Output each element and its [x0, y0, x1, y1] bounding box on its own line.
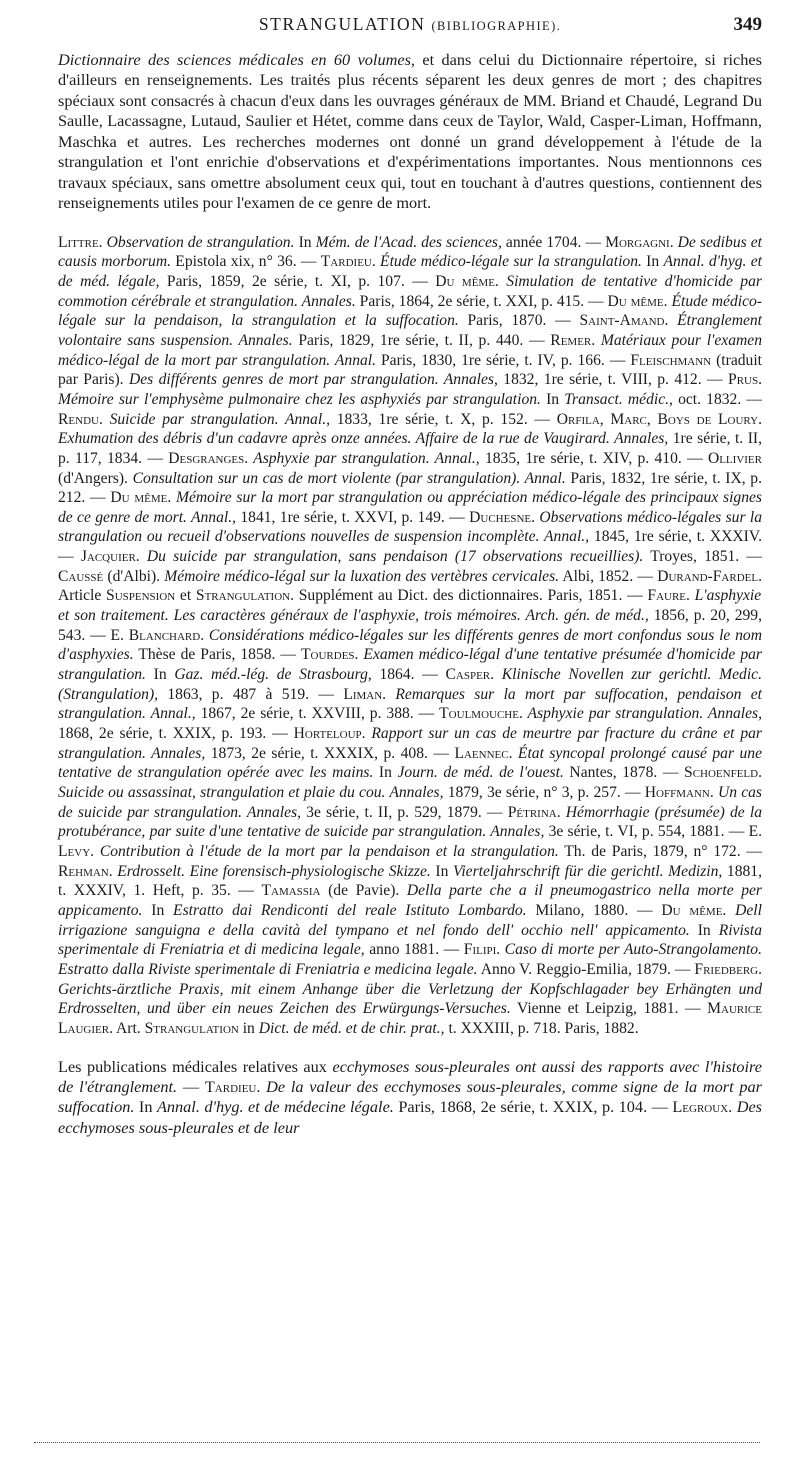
bib-title: Observation de strangulation.	[102, 233, 295, 251]
bib-author: Prus.	[728, 371, 762, 389]
bib-author: Du même.	[110, 489, 172, 507]
bib-ref: 1835, 1re série, t. XIV, p. 410. —	[479, 449, 708, 467]
intro-paragraph	[58, 50, 762, 214]
bib-title: Étude médico-légale sur la strangulation.	[375, 253, 642, 271]
bib-author: Orfila, Marc, Boys de Loury.	[556, 410, 762, 428]
bib-title: Considérations médico-légales sur les différents genres de mort confondus sous le nom d'asphyxies.	[58, 626, 762, 664]
bib-author: Tamassia	[261, 882, 321, 900]
bib-ref: In	[373, 764, 398, 782]
bib-author: Toulmouche.	[439, 705, 523, 723]
bib-ref: (d'Angers).	[58, 469, 133, 487]
bib-ref: anno 1881. —	[364, 941, 464, 959]
bib-title: Remarques sur la mort par suffocation, pendaison et strangulation. Annal.,	[58, 685, 762, 723]
bib-title: Caso di morte per Auto-Strangolamento. Estratto dalla Riviste sperimentale di Freniatria e medicina legale.	[58, 941, 762, 978]
bib-author: Filipi.	[463, 941, 501, 959]
bib-ref: In	[689, 921, 719, 939]
bib-title: Contribution à l'étude de la mort par la pendaison et la strangulation.	[94, 842, 559, 860]
bib-title: Asphyxie par strangulation. Annal.,	[248, 449, 480, 467]
bib-ref: (traduit par Paris).	[58, 351, 763, 389]
bib-ref: 1868, 2e série, t. XXIX, p. 193. —	[58, 725, 294, 743]
bib-ref: In	[145, 666, 175, 684]
bib-author: Levy.	[58, 842, 95, 860]
bib-title: Examen médico-légal d'une tentative présumée d'homicide par strangulation.	[58, 646, 762, 684]
bib-ref: Vienne et Leipzig, 1881. —	[510, 1000, 708, 1018]
bib-ref: 1873, 2e série, t. XXXIX, p. 408. —	[205, 744, 455, 762]
bib-author: Du même.	[607, 292, 668, 310]
intro-en: en	[303, 50, 334, 69]
bib-title: Mémoire médico-légal sur la luxation des vertèbres cervicales.	[164, 567, 560, 585]
bib-author: Durand-Fardel.	[657, 567, 762, 585]
bib-ref: Paris, 1864, 2e série, t. XXI, p. 415. —	[355, 292, 608, 310]
bib-author: Tourdes.	[301, 646, 359, 664]
bib-title: Della parte che a il pneumogastrico nella morte per appicamento.	[58, 882, 762, 919]
bib-title: Étranglement volontaire sans suspension. Annales.	[58, 312, 763, 349]
closing-author-1: Tardieu.	[204, 1076, 261, 1096]
bib-ref: 1833, 1re série, t. X, p. 152. —	[330, 410, 557, 428]
bib-title: Vierteljahrschrift für die gerichtl. Medizin,	[452, 862, 723, 880]
page-number: 349	[733, 14, 762, 35]
bib-title: Suicide par strangulation. Annal.,	[102, 410, 330, 428]
bib-ref: année 1704. —	[501, 233, 606, 251]
bib-ref: in	[238, 1019, 259, 1037]
bib-author: Liman.	[343, 685, 387, 703]
bibliography-paragraph	[58, 233, 762, 1039]
bib-title: Erdrosselt. Eine forensisch-physiologische Skizze.	[112, 862, 431, 880]
bib-ref: (de Pavie).	[320, 882, 407, 900]
running-head-title: STRANGULATION	[258, 14, 426, 34]
bib-title: Gerichts-ärztliche Praxis, mit einem Anhange über die Verletzung der Kopfschlagader bey Erhängten und Erdrosselten, und über ein neues Zeichen des Erwürgungs-Versuches.	[58, 980, 762, 1018]
bib-author: Rendu.	[58, 410, 103, 428]
bib-author: Suspension	[106, 587, 176, 605]
bib-title: Mém. de l'Acad. des sciences,	[315, 233, 502, 251]
bib-author: Remer.	[550, 331, 596, 349]
bottom-dotted-rule	[34, 1442, 760, 1443]
bib-author: Duchesne.	[469, 508, 536, 526]
bib-ref: 1841, 1re série, t. XXVI, p. 149. —	[236, 508, 470, 526]
bib-ref: In	[540, 390, 565, 408]
bib-author: Friedberg.	[694, 960, 762, 978]
bib-author: Ollivier	[707, 449, 762, 467]
bib-title: Rivista sperimentale di Freniatria et di medicina legale,	[58, 921, 762, 959]
closing-author-2: Legroux.	[672, 1097, 733, 1117]
bib-ref: 1864. —	[371, 666, 446, 684]
bib-ref: Article	[58, 587, 107, 605]
bib-ref: Paris, 1870. —	[458, 312, 580, 330]
bib-author: Hoffmann.	[644, 784, 714, 801]
bib-ref: Epistola xix, n° 36. —	[171, 253, 321, 271]
bib-ref: 1845, 1re série, t. XXXIV. —	[58, 528, 762, 566]
bib-author: Maurice Laugier.	[58, 1000, 762, 1037]
bib-title: Asphyxie par strangulation. Annales,	[522, 705, 763, 723]
bib-author: Morgagni.	[605, 233, 674, 251]
bib-ref: In	[142, 901, 174, 919]
bib-author: Faure.	[647, 587, 690, 605]
bib-author: Fleischmann	[630, 351, 712, 369]
volumes-count: 60 volumes	[333, 50, 411, 69]
page-header	[58, 14, 762, 50]
bib-title: Dict. de méd. et de chir. prat.,	[258, 1019, 445, 1037]
closing-dash: —	[177, 1076, 205, 1096]
closing-italic-4: Des ecchymoses sous-pleurales et de leur	[58, 1097, 763, 1137]
bib-author: Rehman.	[58, 862, 113, 880]
bib-title: Des différents genres de mort par strangulation. Annales,	[128, 371, 498, 389]
bib-ref: In	[430, 862, 453, 880]
bib-author: Saint-Amand.	[579, 312, 669, 330]
bib-author: Jacquier.	[80, 548, 140, 566]
bib-author: Pétrina.	[507, 803, 561, 821]
bib-ref: Supplément au Dict. des dictionnaires. Paris, 1851. —	[294, 587, 648, 605]
bib-title: Annal. d'hyg. et de méd. légale,	[58, 253, 762, 290]
running-head	[259, 14, 561, 35]
bib-ref: 1863, p. 487 à 519. —	[158, 685, 344, 703]
bib-ref: 1832, 1re série, t. VIII, p. 412. —	[497, 371, 729, 389]
bib-title: État syncopal prolongé causé par une tentative de strangulation opérée avec les mains.	[58, 744, 763, 782]
bib-author: Du même.	[661, 901, 727, 919]
bib-title: Klinische Novellen zur gerichtl. Medic. (Strangulation),	[58, 666, 762, 703]
bib-ref: Th. de Paris, 1879, n° 172. —	[558, 842, 762, 860]
intro-text: , et dans celui du Dictionnaire répertoire, si riches d'ailleurs en renseignements. Les traités plus récents séparent les deux genres de mort ; des chapitres spéciaux sont consacrés à chacun d'eux dans les ouvrages généraux de MM. Briand et Chaudé, Legrand Du Saulle, Lacassagne, Lutaud, Saulier et Hétet, comme dans ceux de Taylor, Wald, Casper-Liman, Hoffmann, Maschka et autres. Les recherches modernes ont donné un grand développement à l'étude de la strangulation et l'ont enrichie d'observations et d'expérimentations importantes. Nous mentionnons ces travaux spéciaux, sans omettre absolument ceux qui, tout en touchant à d'autres questions, contiennent des renseignements utiles pour l'examen de ce genre de mort.	[58, 50, 762, 213]
closing-italic-3: Annal. d'hyg. et de médecine légale.	[156, 1097, 394, 1117]
bib-author: Caussé	[58, 567, 104, 585]
closing-italic-2: De la valeur des ecchymoses sous-pleurales, comme signe de la mort par suffocation.	[58, 1076, 763, 1117]
bib-title: Mémoire sur l'emphysème pulmonaire chez les asphyxiés par strangulation.	[58, 390, 541, 408]
bib-ref: Anno V. Reggio-Emilia, 1879. —	[477, 960, 695, 978]
bib-title: Exhumation des débris d'un cadavre après onze années. Affaire de la rue de Vaugirard. Annales,	[58, 430, 669, 448]
bib-ref: t. XXXIII, p. 718. Paris, 1882.	[444, 1019, 639, 1037]
bib-title: Estratto dai Rendiconti del reale Istituto Lombardo.	[173, 901, 527, 919]
bib-ref: Paris, 1829, 1re série, t. II, p. 440. —	[292, 331, 551, 349]
bib-title: Un cas de suicide par strangulation. Annales,	[58, 784, 763, 821]
bib-title: Matériaux pour l'examen médico-légal de la mort par strangulation. Annal.	[58, 331, 763, 369]
bib-ref: Thèse de Paris, 1858. —	[133, 646, 301, 664]
bib-title: Rapport sur un cas de meurtre par fracture du crâne et par strangulation. Annales,	[58, 725, 762, 762]
bib-title: Journ. de méd. de l'ouest.	[397, 764, 564, 782]
bib-author: Schoenfeld.	[684, 764, 762, 782]
bib-title: Gaz. méd.-lég. de Strasbourg,	[174, 666, 372, 684]
bib-author: Strangulation	[144, 1019, 239, 1037]
bib-ref: Troyes, 1851. —	[643, 548, 763, 566]
bib-title: Mémoire sur la mort par strangulation ou appréciation médico-légale des principaux signes de ce genre de mort. Annal.,	[58, 489, 762, 526]
bib-ref: In	[641, 253, 664, 271]
bib-ref: Paris, 1859, 2e série, t. XI, p. 107. —	[159, 272, 436, 290]
closing-italic-1: ecchymoses sous-pleurales ont aussi des rapports avec l'histoire de l'étranglement.	[58, 1056, 762, 1096]
bib-title: Du suicide par strangulation, sans pendaison (17 observations recueillies).	[139, 548, 644, 566]
bib-ref: In	[294, 233, 316, 251]
bib-author: Tardieu.	[320, 253, 376, 271]
bib-ref: 1867, 2e série, t. XXVIII, p. 388. —	[195, 705, 440, 723]
closing-ref: Paris, 1868, 2e série, t. XXIX, p. 104. —	[393, 1097, 673, 1117]
bib-ref: 1879, 3e série, n° 3, p. 257. —	[443, 784, 645, 801]
bib-author: Casper.	[445, 666, 495, 684]
bib-title: Consultation sur un cas de mort violente (par strangulation). Annal.	[132, 469, 566, 487]
closing-in: In	[134, 1097, 157, 1117]
bib-title: Suicide ou assassinat, strangulation et plaie du cou. Annales,	[58, 784, 444, 801]
bib-author: Horteloup.	[293, 725, 366, 743]
bib-ref: Albi, 1852. —	[559, 567, 658, 585]
bib-ref: oct. 1832. —	[672, 390, 762, 408]
bib-title: Simulation de tentative d'homicide par commotion cérébrale et strangulation. Annales.	[58, 272, 762, 310]
bib-author: Littre.	[58, 233, 103, 251]
bib-author: Laennec.	[454, 744, 513, 762]
bib-title: De sedibus et causis morborum.	[58, 233, 762, 271]
bib-ref: 3e série, t. VI, p. 554, 1881. — E.	[544, 823, 762, 841]
bib-ref: 1881, t. XXXIV, 1. Heft, p. 35. —	[58, 862, 762, 900]
bib-title: Dell irrigazione sanguigna e della cavità del tympano et nel fondo dell' occhio nell' appicamento.	[58, 901, 762, 939]
bib-ref: (d'Albi).	[103, 567, 165, 585]
bib-ref: 1856, p. 20, 299, 543. — E.	[58, 607, 762, 644]
bib-ref: Milano, 1880. —	[526, 901, 662, 919]
bib-ref: Paris, 1830, 1re série, t. IV, p. 166. —	[376, 351, 631, 369]
bib-ref: et	[175, 587, 196, 605]
bib-ref: Art.	[112, 1019, 145, 1037]
bib-ref: 3e série, t. II, p. 529, 1879. —	[301, 803, 508, 821]
bib-title: Étude médico-légale sur la pendaison, la strangulation et la suffocation.	[58, 292, 762, 330]
bib-author: Du même.	[435, 272, 499, 290]
closing-lead: Les publications médicales relatives aux	[58, 1056, 333, 1076]
bib-title: Transact. médic.,	[564, 390, 673, 408]
running-head-subtitle: (BIBLIOGRAPHIE).	[431, 19, 562, 33]
dictionary-title: Dictionnaire des sciences médicales	[58, 50, 304, 69]
closing-paragraph	[58, 1057, 762, 1139]
bib-ref: Paris, 1832, 1re série, t. IX, p. 212. —	[58, 469, 763, 507]
bib-author: Blanchard.	[128, 626, 205, 644]
bib-title: Observations médico-légales sur la strangulation ou recueil d'observations nouvelles de suspension incomplète. Annal.,	[58, 508, 762, 546]
bib-title: L'asphyxie et son traitement. Les caractères généraux de l'asphyxie, trois mémoires. Arch. gén. de méd.,	[58, 587, 762, 625]
bib-title: Hémorrhagie (présumée) de la protubérance, par suite d'une tentative de suicide par strangulation. Annales,	[58, 803, 762, 841]
bib-author: Strangulation.	[195, 587, 295, 605]
bib-ref: 1re série, t. II, p. 117, 1834. —	[58, 430, 762, 467]
bib-author: Desgranges.	[168, 449, 249, 467]
bib-ref: Nantes, 1878. —	[563, 764, 685, 782]
